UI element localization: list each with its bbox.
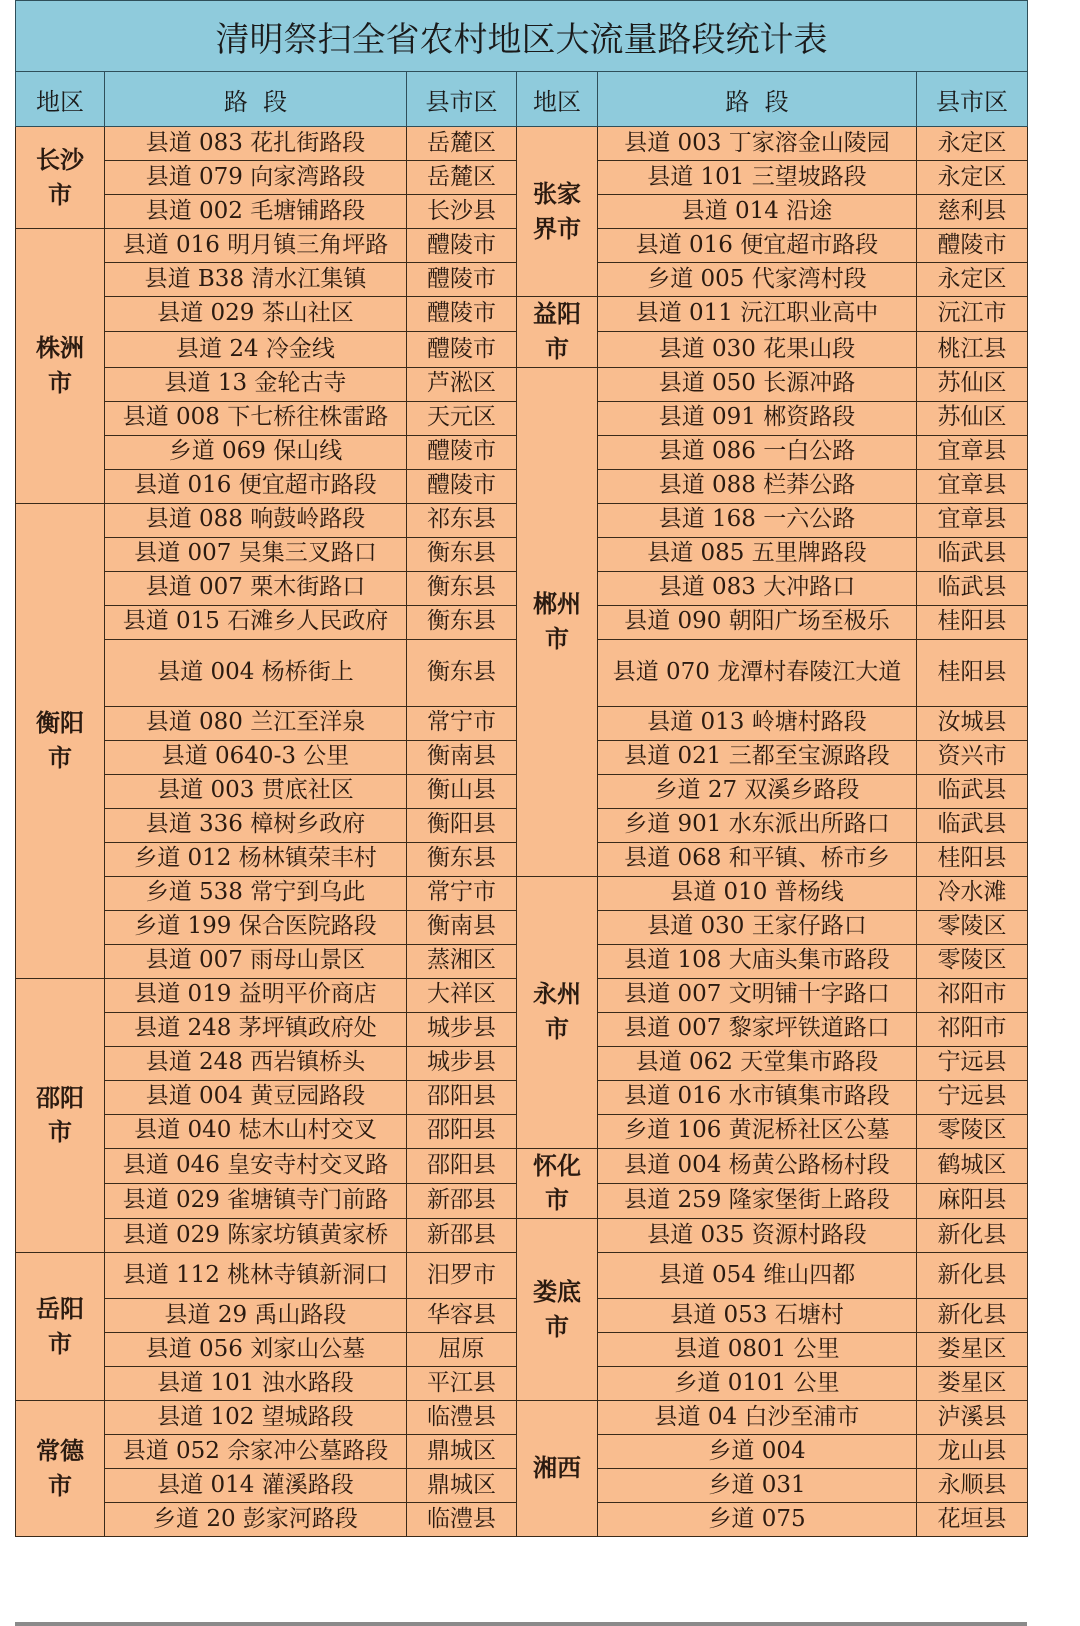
left-road-cell: 县道 029 雀塘镇寺门前路 <box>105 1183 407 1218</box>
right-road-cell: 县道 050 长源冲路 <box>598 367 917 401</box>
left-road-cell: 县道 019 益明平价商店 <box>105 978 407 1012</box>
left-county-cell: 祁东县 <box>407 503 517 537</box>
left-county-cell: 醴陵市 <box>407 229 517 263</box>
left-road-cell: 县道 016 明月镇三角坪路 <box>105 229 407 263</box>
table-title: 清明祭扫全省农村地区大流量路段统计表 <box>16 1 1028 72</box>
left-region-cell <box>16 229 105 504</box>
right-county-cell: 临武县 <box>917 571 1028 605</box>
right-county-cell: 沅江市 <box>917 297 1028 332</box>
left-county-cell: 邵阳县 <box>407 1114 517 1148</box>
left-road-cell: 县道 13 金轮古寺 <box>105 367 407 401</box>
right-county-cell: 永定区 <box>917 161 1028 195</box>
right-county-cell: 醴陵市 <box>917 229 1028 263</box>
region-name: 湘西 <box>533 1453 581 1483</box>
left-county-cell: 衡东县 <box>407 537 517 571</box>
left-county-cell: 醴陵市 <box>407 332 517 367</box>
right-county-cell: 永定区 <box>917 127 1028 161</box>
left-road-cell: 县道 24 冷金线 <box>105 332 407 367</box>
right-road-cell: 乡道 0101 公里 <box>598 1367 917 1401</box>
left-county-cell: 华容县 <box>407 1299 517 1333</box>
right-road-cell: 县道 04 白沙至浦市 <box>598 1401 917 1435</box>
right-county-cell: 零陵区 <box>917 944 1028 978</box>
left-road-cell: 乡道 069 保山线 <box>105 435 407 469</box>
right-county-cell: 龙山县 <box>917 1435 1028 1469</box>
left-county-cell: 醴陵市 <box>407 469 517 503</box>
right-county-cell: 苏仙区 <box>917 401 1028 435</box>
left-region-cell <box>16 1401 105 1537</box>
region-name: 怀化市 <box>533 1150 581 1215</box>
left-road-cell: 县道 056 刘家山公墓 <box>105 1333 407 1367</box>
region-name: 永州市 <box>533 979 581 1044</box>
region-name: 益阳市 <box>533 299 581 363</box>
table-bottom-shadow <box>15 1622 1027 1626</box>
right-road-cell: 乡道 031 <box>598 1469 917 1503</box>
left-road-cell: 县道 248 茅坪镇政府处 <box>105 1012 407 1046</box>
table-row <box>16 1401 1028 1435</box>
right-county-cell: 宜章县 <box>917 469 1028 503</box>
left-region-cell <box>16 1253 105 1401</box>
right-county-cell: 慈利县 <box>917 195 1028 229</box>
right-county-cell: 桂阳县 <box>917 639 1028 706</box>
left-road-cell: 县道 112 桃林寺镇新洞口 <box>105 1253 407 1299</box>
left-county-cell: 衡南县 <box>407 740 517 774</box>
right-county-cell: 鹤城区 <box>917 1148 1028 1183</box>
right-county-cell: 祁阳市 <box>917 1012 1028 1046</box>
left-road-cell: 县道 080 兰江至洋泉 <box>105 706 407 740</box>
left-county-cell: 衡阳县 <box>407 808 517 842</box>
left-county-cell: 醴陵市 <box>407 435 517 469</box>
right-region-cell <box>517 1401 598 1537</box>
region-name: 长沙市 <box>36 144 84 209</box>
header-left-road: 路 段 <box>105 72 407 127</box>
right-road-cell: 县道 091 郴资路段 <box>598 401 917 435</box>
right-county-cell: 娄星区 <box>917 1367 1028 1401</box>
left-county-cell: 鼎城区 <box>407 1435 517 1469</box>
header-right-region: 地区 <box>517 72 598 127</box>
right-road-cell: 乡道 004 <box>598 1435 917 1469</box>
right-road-cell: 县道 168 一六公路 <box>598 503 917 537</box>
left-county-cell: 天元区 <box>407 401 517 435</box>
right-county-cell: 资兴市 <box>917 740 1028 774</box>
right-county-cell: 冷水滩 <box>917 876 1028 910</box>
table-row <box>16 1148 1028 1183</box>
right-road-cell: 县道 083 大冲路口 <box>598 571 917 605</box>
left-county-cell: 汨罗市 <box>407 1253 517 1299</box>
left-county-cell: 城步县 <box>407 1012 517 1046</box>
left-road-cell: 乡道 20 彭家河路段 <box>105 1503 407 1537</box>
left-road-cell: 县道 004 黄豆园路段 <box>105 1080 407 1114</box>
left-road-cell: 县道 007 雨母山景区 <box>105 944 407 978</box>
left-road-cell: 县道 083 花扎街路段 <box>105 127 407 161</box>
right-county-cell: 娄星区 <box>917 1333 1028 1367</box>
left-county-cell: 邵阳县 <box>407 1148 517 1183</box>
column-header-row <box>16 72 1028 127</box>
region-name: 娄底市 <box>533 1276 581 1341</box>
left-county-cell: 醴陵市 <box>407 263 517 297</box>
header-left-county: 县市区 <box>407 72 517 127</box>
left-road-cell: 县道 003 贯底社区 <box>105 774 407 808</box>
right-road-cell: 县道 054 维山四都 <box>598 1253 917 1299</box>
left-road-cell: 县道 004 杨桥街上 <box>105 639 407 706</box>
left-county-cell: 常宁市 <box>407 876 517 910</box>
left-county-cell: 长沙县 <box>407 195 517 229</box>
left-road-cell: 县道 007 吴集三叉路口 <box>105 537 407 571</box>
left-county-cell: 衡南县 <box>407 910 517 944</box>
left-county-cell: 蒸湘区 <box>407 944 517 978</box>
right-road-cell: 县道 021 三都至宝源路段 <box>598 740 917 774</box>
right-county-cell: 桃江县 <box>917 332 1028 367</box>
left-county-cell: 衡山县 <box>407 774 517 808</box>
left-county-cell: 常宁市 <box>407 706 517 740</box>
left-road-cell: 县道 052 佘家冲公墓路段 <box>105 1435 407 1469</box>
left-road-cell: 县道 014 灌溪路段 <box>105 1469 407 1503</box>
left-road-cell: 县道 015 石滩乡人民政府 <box>105 605 407 639</box>
left-county-cell: 临澧县 <box>407 1503 517 1537</box>
left-road-cell: 县道 029 陈家坊镇黄家桥 <box>105 1219 407 1253</box>
left-road-cell: 县道 B38 清水江集镇 <box>105 263 407 297</box>
table-row <box>16 297 1028 332</box>
right-road-cell: 县道 030 花果山段 <box>598 332 917 367</box>
right-region-cell <box>517 367 598 876</box>
right-road-cell: 县道 003 丁家溶金山陵园 <box>598 127 917 161</box>
right-county-cell: 新化县 <box>917 1299 1028 1333</box>
right-road-cell: 县道 035 资源村路段 <box>598 1219 917 1253</box>
left-region-cell <box>16 978 105 1253</box>
right-county-cell: 祁阳市 <box>917 978 1028 1012</box>
region-name: 衡阳市 <box>36 707 84 772</box>
right-county-cell: 零陵区 <box>917 1114 1028 1148</box>
road-statistics-table <box>15 0 1028 1537</box>
right-county-cell: 临武县 <box>917 537 1028 571</box>
left-county-cell: 邵阳县 <box>407 1080 517 1114</box>
right-road-cell: 县道 013 岭塘村路段 <box>598 706 917 740</box>
right-road-cell: 乡道 27 双溪乡路段 <box>598 774 917 808</box>
region-name: 岳阳市 <box>36 1293 84 1358</box>
left-road-cell: 县道 008 下七桥往株雷路 <box>105 401 407 435</box>
right-road-cell: 乡道 005 代家湾村段 <box>598 263 917 297</box>
left-region-cell <box>16 127 105 229</box>
left-road-cell: 县道 007 栗木街路口 <box>105 571 407 605</box>
region-name: 郴州市 <box>533 588 581 653</box>
region-name: 常德市 <box>36 1435 84 1500</box>
right-county-cell: 花垣县 <box>917 1503 1028 1537</box>
header-right-county: 县市区 <box>917 72 1028 127</box>
right-road-cell: 县道 085 五里牌路段 <box>598 537 917 571</box>
left-road-cell: 乡道 012 杨林镇荣丰村 <box>105 842 407 876</box>
left-county-cell: 新邵县 <box>407 1219 517 1253</box>
right-county-cell: 新化县 <box>917 1219 1028 1253</box>
left-county-cell: 临澧县 <box>407 1401 517 1435</box>
right-road-cell: 县道 014 沿途 <box>598 195 917 229</box>
left-county-cell: 大祥区 <box>407 978 517 1012</box>
right-county-cell: 汝城县 <box>917 706 1028 740</box>
right-road-cell: 县道 090 朝阳广场至极乐 <box>598 605 917 639</box>
right-road-cell: 县道 068 和平镇、桥市乡 <box>598 842 917 876</box>
left-county-cell: 新邵县 <box>407 1183 517 1218</box>
left-road-cell: 县道 016 便宜超市路段 <box>105 469 407 503</box>
table-row <box>16 367 1028 401</box>
right-road-cell: 县道 007 黎家坪铁道路口 <box>598 1012 917 1046</box>
right-county-cell: 桂阳县 <box>917 842 1028 876</box>
table-row <box>16 127 1028 161</box>
left-road-cell: 县道 248 西岩镇桥头 <box>105 1046 407 1080</box>
right-county-cell: 临武县 <box>917 808 1028 842</box>
left-road-cell: 县道 046 皇安寺村交叉路 <box>105 1148 407 1183</box>
left-road-cell: 县道 079 向家湾路段 <box>105 161 407 195</box>
right-region-cell <box>517 1148 598 1219</box>
right-road-cell: 县道 101 三望坡路段 <box>598 161 917 195</box>
right-road-cell: 县道 062 天堂集市路段 <box>598 1046 917 1080</box>
left-county-cell: 芦淞区 <box>407 367 517 401</box>
table-row <box>16 876 1028 910</box>
statistics-table-sheet <box>15 0 1027 1537</box>
left-county-cell: 衡东县 <box>407 605 517 639</box>
right-road-cell: 县道 007 文明铺十字路口 <box>598 978 917 1012</box>
right-road-cell: 县道 010 普杨线 <box>598 876 917 910</box>
right-road-cell: 县道 0801 公里 <box>598 1333 917 1367</box>
right-county-cell: 麻阳县 <box>917 1183 1028 1218</box>
right-county-cell: 宜章县 <box>917 435 1028 469</box>
right-road-cell: 乡道 106 黄泥桥社区公墓 <box>598 1114 917 1148</box>
right-region-cell <box>517 127 598 297</box>
left-road-cell: 县道 002 毛塘铺路段 <box>105 195 407 229</box>
right-road-cell: 县道 030 王家仔路口 <box>598 910 917 944</box>
table-body <box>16 127 1028 1537</box>
header-left-region: 地区 <box>16 72 105 127</box>
right-road-cell: 县道 004 杨黄公路杨村段 <box>598 1148 917 1183</box>
left-road-cell: 县道 102 望城路段 <box>105 1401 407 1435</box>
left-road-cell: 县道 088 响鼓岭路段 <box>105 503 407 537</box>
left-road-cell: 县道 101 浊水路段 <box>105 1367 407 1401</box>
right-county-cell: 永定区 <box>917 263 1028 297</box>
left-county-cell: 衡东县 <box>407 571 517 605</box>
left-road-cell: 乡道 199 保合医院路段 <box>105 910 407 944</box>
left-county-cell: 岳麓区 <box>407 127 517 161</box>
right-county-cell: 临武县 <box>917 774 1028 808</box>
right-road-cell: 县道 011 沅江职业高中 <box>598 297 917 332</box>
left-county-cell: 屈原 <box>407 1333 517 1367</box>
right-road-cell: 县道 053 石塘村 <box>598 1299 917 1333</box>
left-road-cell: 县道 29 禹山路段 <box>105 1299 407 1333</box>
right-road-cell: 县道 086 一白公路 <box>598 435 917 469</box>
right-road-cell: 县道 070 龙潭村春陵江大道 <box>598 639 917 706</box>
header-right-road: 路 段 <box>598 72 917 127</box>
right-county-cell: 新化县 <box>917 1253 1028 1299</box>
left-road-cell: 县道 0640-3 公里 <box>105 740 407 774</box>
right-road-cell: 县道 016 水市镇集市路段 <box>598 1080 917 1114</box>
left-county-cell: 平江县 <box>407 1367 517 1401</box>
right-road-cell: 县道 016 便宜超市路段 <box>598 229 917 263</box>
right-county-cell: 宁远县 <box>917 1046 1028 1080</box>
right-county-cell: 泸溪县 <box>917 1401 1028 1435</box>
left-county-cell: 醴陵市 <box>407 297 517 332</box>
left-county-cell: 衡东县 <box>407 639 517 706</box>
left-county-cell: 衡东县 <box>407 842 517 876</box>
left-county-cell: 鼎城区 <box>407 1469 517 1503</box>
region-name: 张家界市 <box>533 178 581 243</box>
right-county-cell: 宁远县 <box>917 1080 1028 1114</box>
region-name: 邵阳市 <box>36 1082 84 1147</box>
table-row <box>16 1219 1028 1253</box>
right-road-cell: 县道 088 栏莽公路 <box>598 469 917 503</box>
right-road-cell: 乡道 075 <box>598 1503 917 1537</box>
left-region-cell <box>16 503 105 978</box>
right-road-cell: 县道 259 隆家堡街上路段 <box>598 1183 917 1218</box>
right-county-cell: 宜章县 <box>917 503 1028 537</box>
left-road-cell: 县道 040 梽木山村交叉 <box>105 1114 407 1148</box>
right-region-cell <box>517 297 598 368</box>
left-county-cell: 城步县 <box>407 1046 517 1080</box>
right-region-cell <box>517 1219 598 1401</box>
right-county-cell: 零陵区 <box>917 910 1028 944</box>
right-road-cell: 县道 108 大庙头集市路段 <box>598 944 917 978</box>
left-road-cell: 乡道 538 常宁到乌此 <box>105 876 407 910</box>
right-road-cell: 乡道 901 水东派出所路口 <box>598 808 917 842</box>
right-region-cell <box>517 876 598 1148</box>
left-road-cell: 县道 029 茶山社区 <box>105 297 407 332</box>
left-road-cell: 县道 336 樟树乡政府 <box>105 808 407 842</box>
left-county-cell: 岳麓区 <box>407 161 517 195</box>
right-county-cell: 永顺县 <box>917 1469 1028 1503</box>
region-name: 株洲市 <box>36 333 84 397</box>
right-county-cell: 桂阳县 <box>917 605 1028 639</box>
right-county-cell: 苏仙区 <box>917 367 1028 401</box>
